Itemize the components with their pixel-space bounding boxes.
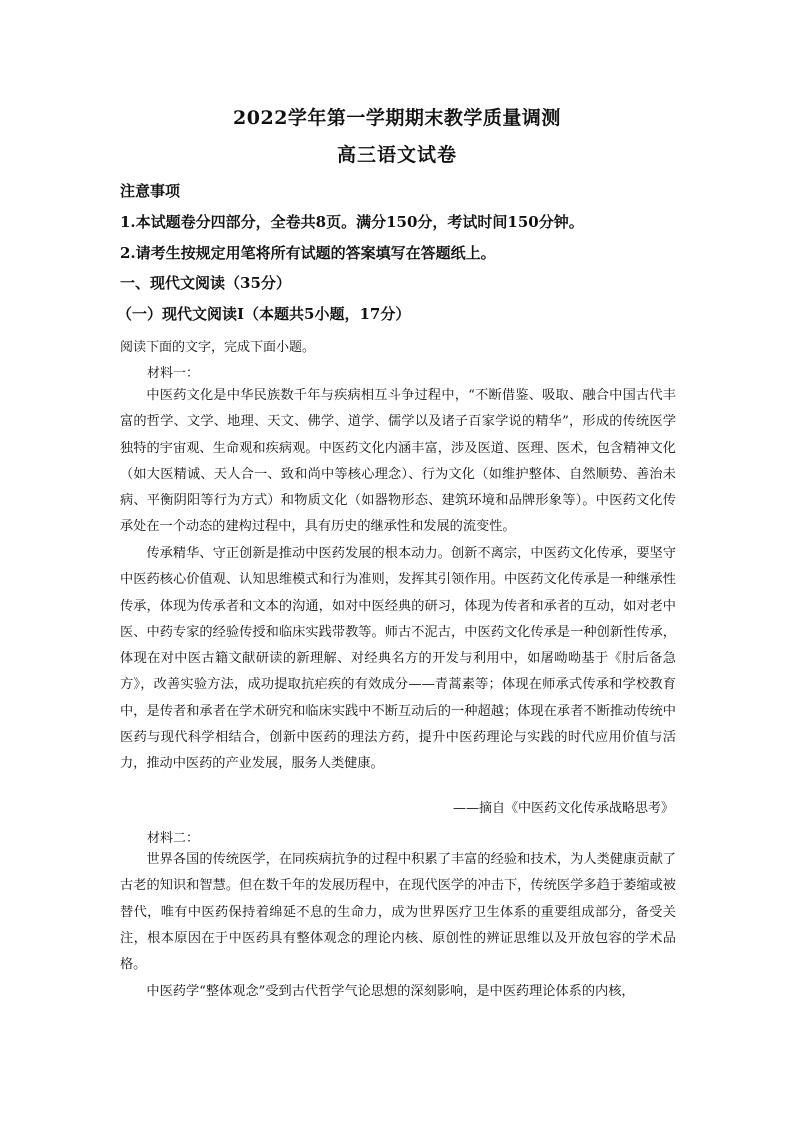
material-1-paragraph-1: 中医药文化是中华民族数千年与疾病相互斗争过程中，“不断借鉴、吸取、融合中国古代丰富的哲学、文学、地理、天文、佛学、道学、儒学以及诸子百家学说的精华”，形成的传统医学独特的宇宙观、生命观和疾病观。中医药文化内涵丰富，涉及医道、医理、医术，包含精神文化（如大医精诚、天人合一、致和尚中等核心理念）、行为文化（如维护整体、自然顺势、善治未病、平衡阴阳等行为方式）和物质文化（如器物形态、建筑环境和品牌形象等）。中医药文化传承处在一个动态的建构过程中，具有历史的继承性和发展的流变性。 bbox=[120, 388, 676, 535]
notice-item-2: 2.请考生按规定用笔将所有试题的答案填写在答题纸上。 bbox=[120, 244, 496, 262]
material-1-source: ——摘自《中医药文化传承战略思考》 bbox=[452, 801, 674, 816]
exam-title: 2022学年第一学期期末教学质量调测 bbox=[233, 107, 561, 129]
notice-item-1: 1.本试题卷分四部分，全卷共8页。满分150分，考试时间150分钟。 bbox=[120, 213, 584, 231]
subsection-heading: （一）现代文阅读Ⅰ（本题共5小题，17分） bbox=[117, 305, 411, 323]
section-heading: 一、现代文阅读（35分） bbox=[120, 274, 291, 292]
reading-instruction: 阅读下面的文字，完成下面小题。 bbox=[120, 340, 316, 355]
material-2-paragraph-1: 世界各国的传统医学，在同疾病抗争的过程中积累了丰富的经验和技术，为人类健康贡献了古老的知识和智慧。但在数千年的发展历程中，在现代医学的冲击下，传统医学多趋于萎缩或被替代，唯有中医药保持着绵延不息的生命力，成为世界医疗卫生体系的重要组成部分，备受关注，根本原因在于中医药具有整体观念的理论内核、原创性的辨证思维以及开放包容的学术品格。 bbox=[120, 852, 676, 973]
material-2-paragraph-2: 中医药学“整体观念”受到古代哲学气论思想的深刻影响，是中医药理论体系的内核， bbox=[146, 984, 635, 999]
exam-subtitle: 高三语文试卷 bbox=[336, 144, 457, 166]
material-1-paragraph-2: 传承精华、守正创新是推动中医药发展的根本动力。创新不离宗，中医药文化传承，要坚守中医药核心价值观、认知思维模式和行为准则，发挥其引领作用。中医药文化传承是一种继承性传承，体现为传承者和文本的沟通，如对中医经典的研习，体现为传者和承者的互动，如对老中医、中药专家的经验传授和临床实践带教等。师古不泥古，中医药文化传承是一种创新性传承，体现在对中医古籍文献研读的新理解、对经典名方的开发与利用中，如屠呦呦基于《肘后备急方》，改善实验方法，成功提取抗疟疾的有效成分——青蒿素等；体现在师承式传承和学校教育中，是传者和承者在学术研究和临床实践中不断互动后的一种超越；体现在承者不断推动传统中医药与现代科学相结合，创新中医药的理法方药，提升中医药理论与实践的时代应用价值与活力，推动中医药的产业发展，服务人类健康。 bbox=[120, 546, 676, 772]
material-1-label: 材料一： bbox=[147, 366, 200, 381]
notice-heading: 注意事项 bbox=[120, 182, 181, 200]
material-2-label: 材料二： bbox=[147, 831, 200, 846]
